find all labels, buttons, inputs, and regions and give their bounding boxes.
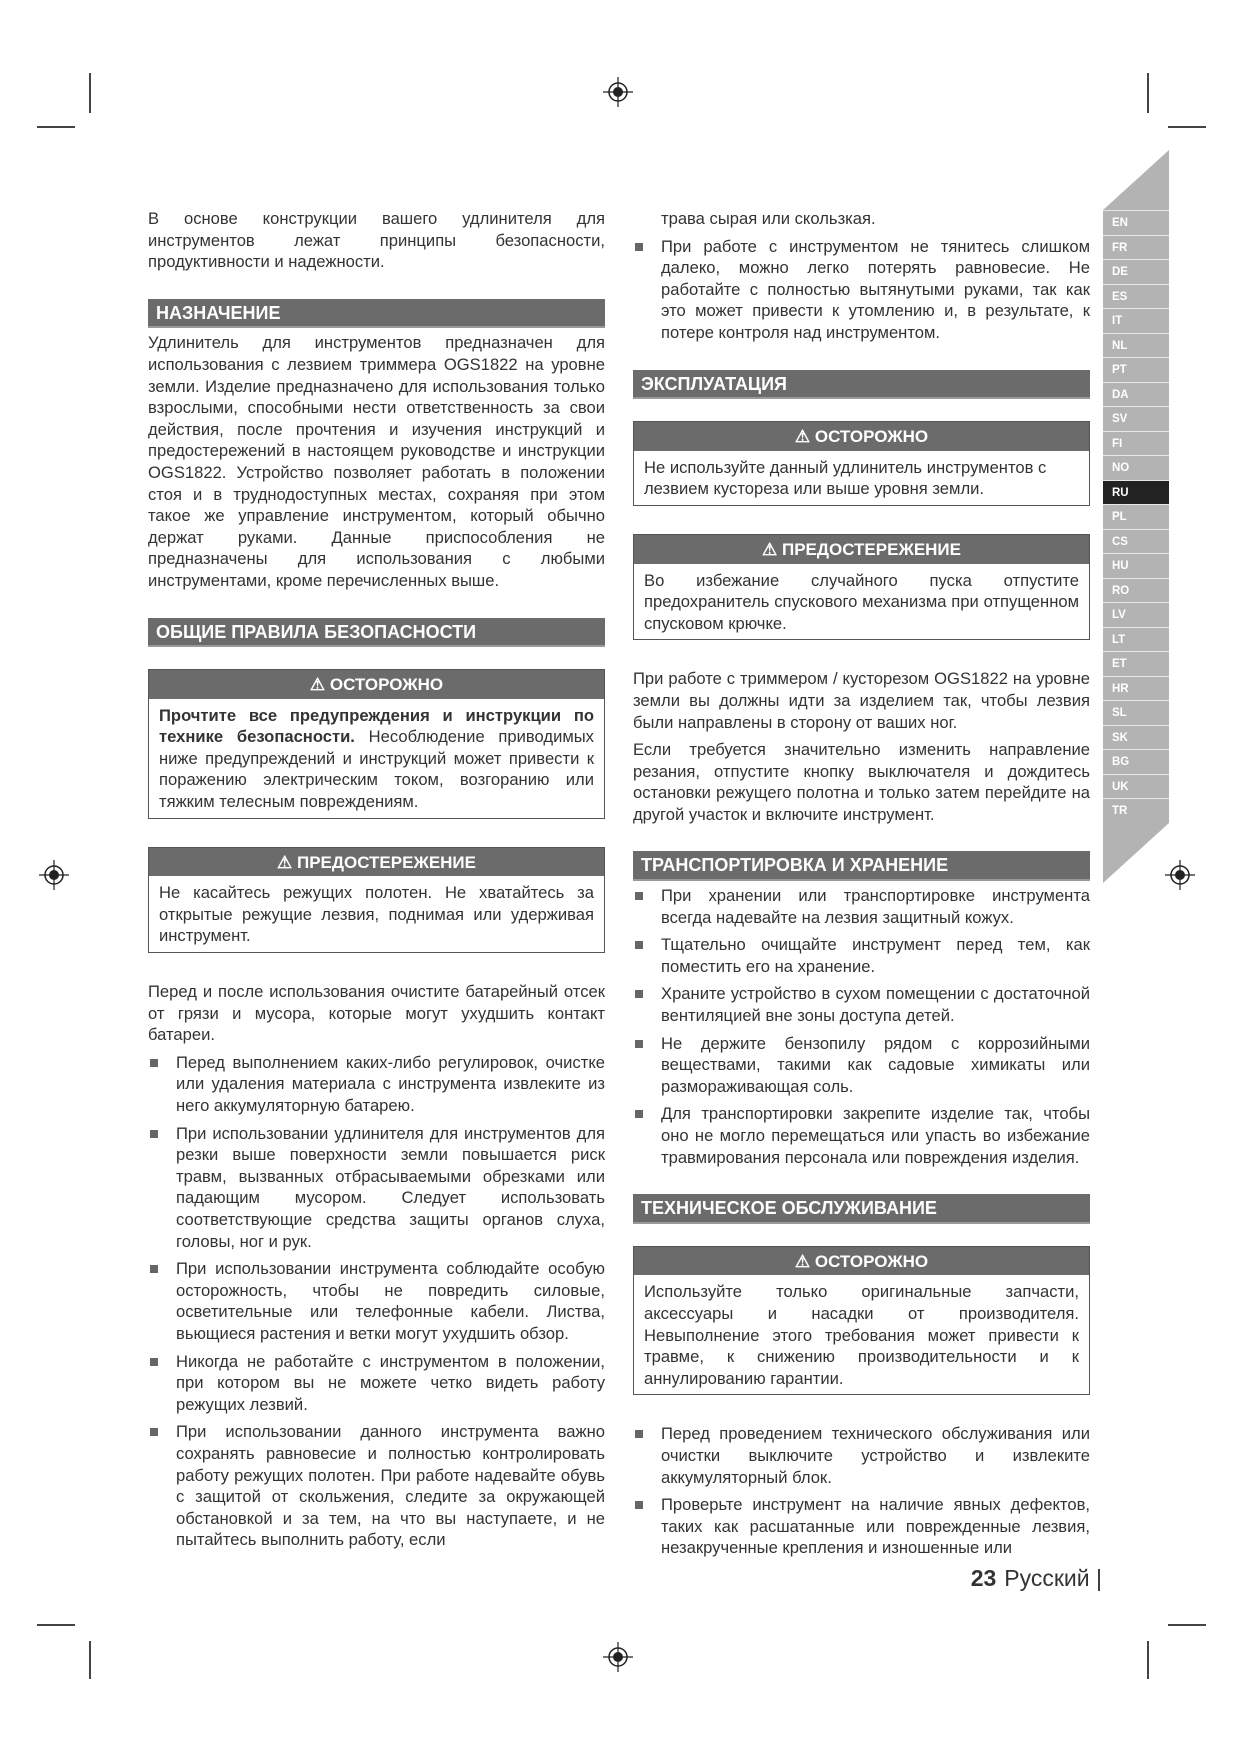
language-tab-es[interactable]: ES [1103,284,1169,309]
intro-text: В основе конструкции вашего удлинителя для инструментов лежат принципы безопасности, продуктивности и надежности. [148,209,605,272]
left-column [148,208,605,1557]
section-heading: ЭКСПЛУАТАЦИЯ [633,370,1090,400]
crop-mark [1168,1624,1206,1626]
warning-box [633,421,1090,506]
crop-mark [1147,1641,1149,1679]
language-tab-lt[interactable]: LT [1103,627,1169,652]
list-item: При использовании данного инструмента важно сохранять равновесие и полностью контролировать работу режущих полотен. При работе надевайте обувь с защитой от скольжения, следите за окружающей обстановкой и за тем, на что вы наступаете, и не пытайтесь выполнить работу, если [148,1421,605,1551]
language-label: Русский | [1004,1565,1102,1591]
crop-mark [1168,126,1206,128]
language-tab-ro[interactable]: RO [1103,578,1169,603]
language-tab-tr[interactable]: TR [1103,798,1169,823]
language-tab-en[interactable]: EN [1103,210,1169,235]
warning-text: Используйте только оригинальные запчасти, аксессуары и насадки от производителя. Невыполнение этого требования может привести к травме, к снижению производительности и к аннулированию гарантии. [644,1282,1079,1388]
list-item: Перед проведением технического обслуживания или очистки выключите устройство и извлеките аккумуляторный блок. [633,1423,1090,1488]
list-item: Для транспортировки закрепите изделие так, чтобы оно не могло перемещаться или упасть во избежание травмирования персонала или повреждения изделия. [633,1103,1090,1168]
list-item: Тщательно очищайте инструмент перед тем, как поместить его на хранение. [633,934,1090,977]
registration-mark-icon [39,860,69,890]
caution-box [633,534,1090,640]
language-tab-uk[interactable]: UK [1103,774,1169,799]
language-tab-da[interactable]: DA [1103,382,1169,407]
list-item: Никогда не работайте с инструментом в положении, при котором вы не можете четко видеть работу режущих лезвий. [148,1351,605,1416]
page-footer [971,1565,1102,1592]
bullet-list [148,1052,605,1551]
language-tab-sk[interactable]: SK [1103,725,1169,750]
paragraph: Перед и после использования очистите батарейный отсек от грязи и мусора, которые могут ухудшить контакт батареи. [148,982,605,1045]
caution-title: ПРЕДОСТЕРЕЖЕНИЕ [296,852,476,872]
caution-text: Во избежание случайного пуска отпустите предохранитель спускового механизма при отпущенном спусковом крючке. [644,570,1079,633]
language-tab-pl[interactable]: PL [1103,504,1169,529]
list-item: Перед выполнением каких-либо регулировок, очистке или удаления материала с инструмента извлеките из него аккумуляторную батарею. [148,1052,605,1117]
warning-title: ОСТОРОЖНО [814,1251,929,1271]
language-tab-hu[interactable]: HU [1103,553,1169,578]
list-item: Проверьте инструмент на наличие явных дефектов, таких как расшатанные или поврежденные лезвия, незакрученные крепления и изношенные или [633,1494,1090,1559]
right-column [633,208,1090,1565]
language-tab-fr[interactable]: FR [1103,235,1169,260]
list-item: При работе с инструментом не тянитесь слишком далеко, можно легко потерять равновесие. Не работайте с полностью вытянутыми руками, так как это может привести к утомлению и, в результате, к потере контроля над инструментом. [633,236,1090,344]
warning-text: Не используйте данный удлинитель инструментов с лезвием кустореза или выше уровня земли. [644,457,1047,499]
warning-box [633,1246,1090,1396]
caution-text: Не касайтесь режущих полотен. Не хватайтесь за открытые режущие лезвия, поднимая или удерживая инструмент. [159,883,594,946]
crop-mark [37,126,75,128]
bullet-list [633,1423,1090,1559]
language-tab-lv[interactable]: LV [1103,602,1169,627]
registration-mark-icon [603,1642,633,1672]
crop-mark [89,1641,91,1679]
language-tab-sl[interactable]: SL [1103,700,1169,725]
language-tab-ru[interactable]: RU [1103,480,1169,505]
list-item: При хранении или транспортировке инструмента всегда надевайте на лезвия защитный кожух. [633,885,1090,928]
language-tab-it[interactable]: IT [1103,308,1169,333]
warning-triangle-icon: ⚠ [794,427,815,447]
page-number: 23 [970,1565,997,1591]
crop-mark [37,1624,75,1626]
purpose-text: Удлинитель для инструментов предназначен для использования с лезвием триммера OGS1822 на уровне земли. Изделие предназначено для использования только взрослыми, способными нести ответственность за свои действия, после прочтения и изучения инструкций и предостережений в настоящем руководстве и инструкции OGS1822. Устройство позволяет работать в положении стоя и в труднодоступных местах, сохраняя при этом такое же управление инструментом, который обычно держат руками. Данные приспособления не предназначены для использования с любыми инструментами, кроме перечисленных выше. [148,333,605,590]
paragraph: Если требуется значительно изменить направление резания, отпустите кнопку выключателя и дождитесь остановки режущего полотна и только затем перейдите на другой участок и включите инструмент. [633,740,1090,824]
section-heading: ОБЩИЕ ПРАВИЛА БЕЗОПАСНОСТИ [148,618,605,648]
language-tab-fi[interactable]: FI [1103,431,1169,456]
language-tab-cs[interactable]: CS [1103,529,1169,554]
language-tab-nl[interactable]: NL [1103,333,1169,358]
language-tab-bg[interactable]: BG [1103,749,1169,774]
warning-bold-text: Прочтите все предупреждения и инструкции по технике безопасности. [159,705,594,747]
list-item: При использовании инструмента соблюдайте особую осторожность, чтобы не повредить силовые, осветительные или телефонные кабели. Листва, вьющиеся растения и ветки могут ухудшить обзор. [148,1258,605,1344]
language-tab-pt[interactable]: PT [1103,357,1169,382]
language-tab-hr[interactable]: HR [1103,676,1169,701]
warning-triangle-icon: ⚠ [794,1251,815,1271]
language-tab-no[interactable]: NO [1103,455,1169,480]
warning-triangle-icon: ⚠ [277,852,297,872]
list-item: Не держите бензопилу рядом с коррозийными веществами, такими как садовые химикаты или размораживающая соль. [633,1033,1090,1098]
language-tab-de[interactable]: DE [1103,259,1169,284]
warning-text: Несоблюдение приводимых ниже предупреждений и инструкций может привести к поражению электрическим током, возгоранию или тяжким телесным повреждениям. [159,727,594,812]
warning-title: ОСТОРОЖНО [814,427,929,447]
caution-title: ПРЕДОСТЕРЕЖЕНИЕ [781,539,961,559]
crop-mark [1147,73,1149,113]
language-tab-sv[interactable]: SV [1103,406,1169,431]
registration-mark-icon [603,77,633,107]
section-heading: ТЕХНИЧЕСКОЕ ОБСЛУЖИВАНИЕ [633,1194,1090,1224]
section-heading: НАЗНАЧЕНИЕ [148,299,605,329]
registration-mark-icon [1165,860,1195,890]
list-item: Храните устройство в сухом помещении с достаточной вентиляцией вне зоны доступа детей. [633,983,1090,1026]
crop-mark [89,73,91,113]
language-tabs [1103,150,1169,883]
warning-triangle-icon: ⚠ [309,675,330,695]
bullet-list [633,885,1090,1168]
warning-triangle-icon: ⚠ [762,539,782,559]
continued-text: трава сырая или скользкая. [661,209,876,228]
list-item: При использовании удлинителя для инструментов для резки выше поверхности земли повышается риск травм, вызванных отбрасываемыми обрезками или падающим мусором. Следует использовать соответствующие средства защиты органов слуха, головы, ног и рук. [148,1123,605,1253]
caution-box [148,847,605,953]
paragraph: При работе с триммером / кусторезом OGS1822 на уровне земли вы должны идти за изделием так, чтобы лезвия были направлены в сторону от ваших ног. [633,669,1090,732]
language-tab-et[interactable]: ET [1103,651,1169,676]
section-heading: ТРАНСПОРТИРОВКА И ХРАНЕНИЕ [633,851,1090,881]
warning-box [148,669,605,819]
warning-title: ОСТОРОЖНО [329,675,444,695]
